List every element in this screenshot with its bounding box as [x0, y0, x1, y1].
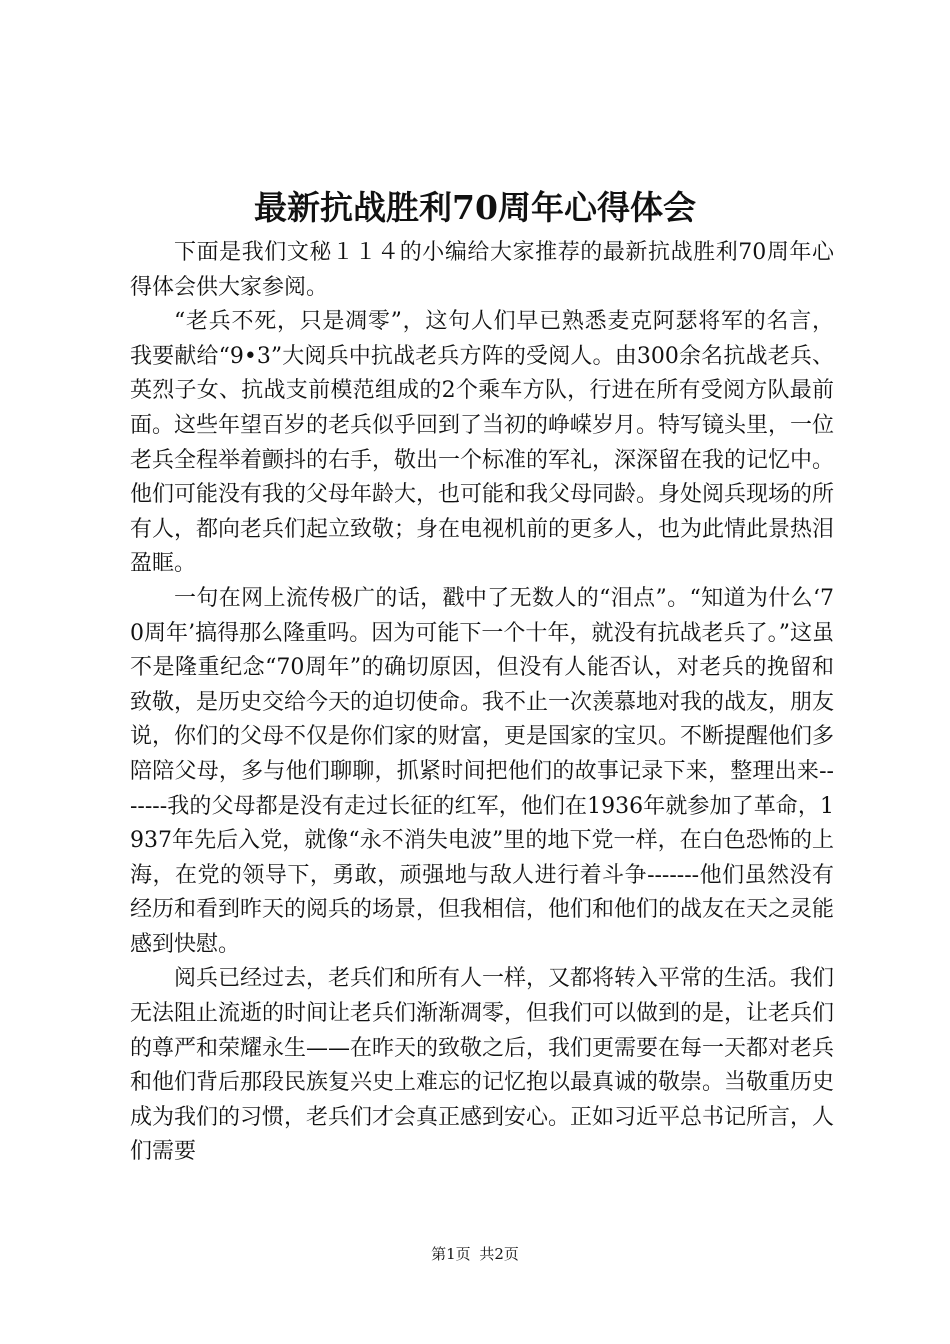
document-title: 最新抗战胜利70周年心得体会 [254, 188, 696, 227]
page-number: 第1页 [431, 1245, 471, 1263]
paragraph: 下面是我们文秘１１４的小编给大家推荐的最新抗战胜利70周年心得体会供大家参阅。 [130, 240, 834, 300]
document-body [130, 236, 834, 1170]
paragraph: “老兵不死，只是凋零”，这句人们早已熟悉麦克阿瑟将军的名言，我要献给“9•3”大阅兵中抗战老兵方阵的受阅人。由300余名抗战老兵、英烈子女、抗战支前模范组成的2个乘车方队，行进在所有受阅方队最前面。这些年望百岁的老兵似乎回到了当初的峥嵘岁月。特写镜头里，一位老兵全程举着颤抖的右手，敬出一个标准的军礼，深深留在我的记忆中。他们可能没有我的父母年龄大，也可能和我父母同龄。身处阅兵现场的所有人，都向老兵们起立致敬；身在电视机前的更多人，也为此情此景热泪盈眶。 [130, 309, 835, 577]
page-footer [0, 1244, 950, 1264]
paragraph: 阅兵已经过去，老兵们和所有人一样，又都将转入平常的生活。我们无法阻止流逝的时间让老兵们渐渐凋零，但我们可以做到的是，让老兵们的尊严和荣耀永生——在昨天的致敬之后，我们更需要在每一天都对老兵和他们背后那段民族复兴史上难忘的记忆抱以最真诚的敬崇。当敬重历史成为我们的习惯，老兵们才会真正感到安心。正如习近平总书记所言，人们需要 [130, 966, 835, 1165]
paragraph: 一句在网上流传极广的话，戳中了无数人的“泪点”。“知道为什么‘70周年’搞得那么隆重吗。因为可能下一个十年，就没有抗战老兵了。”这虽不是隆重纪念“70周年”的确切原因，但没有人能否认，对老兵的挽留和致敬，是历史交给今天的迫切使命。我不止一次羡慕地对我的战友，朋友说，你们的父母不仅是你们家的财富，更是国家的宝贝。不断提醒他们多陪陪父母，多与他们聊聊，抓紧时间把他们的故事记录下来，整理出来-------我的父母都是没有走过长征的红军，他们在1936年就参加了革命，1937年先后入党，就像“永不消失电波”里的地下党一样，在白色恐怖的上海，在党的领导下，勇敢，顽强地与敌人进行着斗争-------他们虽然没有经历和看到昨天的阅兵的场景，但我相信，他们和他们的战友在天之灵能感到快慰。 [130, 585, 835, 957]
page-total: 共2页 [479, 1245, 519, 1263]
